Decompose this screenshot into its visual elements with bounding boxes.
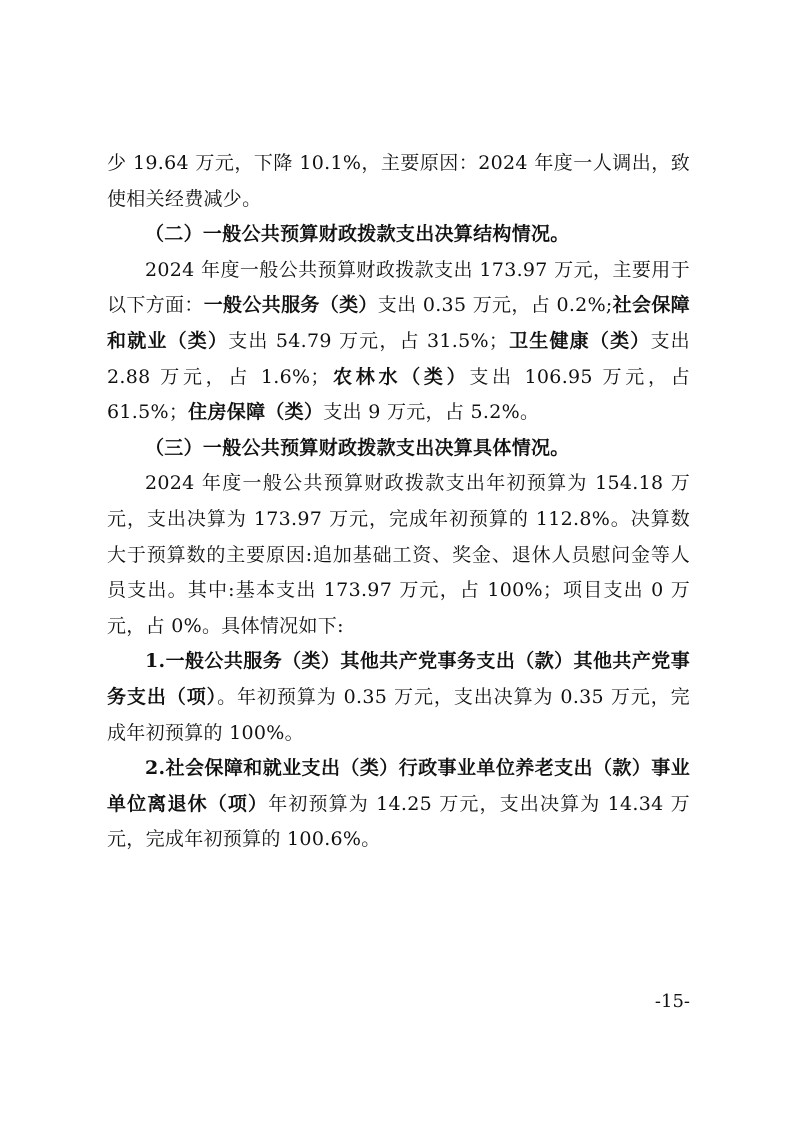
page-number: -15- [654, 991, 690, 1012]
category-social-security: 社会保障和就业（类） [107, 294, 690, 352]
category-housing-value: 支出 9 万元，占 5.2%。 [323, 401, 540, 424]
category-housing: 住房保障（类） [188, 401, 324, 424]
category-general-public-services: 一般公共服务（类） [203, 294, 378, 317]
category-agriculture-value: 支出 106.95 万元，占 61.5%； [107, 365, 690, 424]
section-heading-3 [107, 431, 690, 467]
section-heading-3-text: （三）一般公共预算财政拨款支出决算具体情况。 [145, 436, 570, 459]
body-text [107, 146, 690, 858]
paragraph-structure [107, 253, 690, 431]
category-social-security-value: 支出 54.79 万元，占 31.5%； [228, 329, 509, 352]
item-1-title: 1.一般公共服务（类）其他共产党事务支出（款）其他共产党事务支出（项） [107, 650, 690, 708]
item-2-text: 年初预算为 14.25 万元，支出决算为 14.34 万元，完成年初预算的 100.6%。 [107, 792, 690, 851]
section-heading-2-text: （二）一般公共预算财政拨款支出决算结构情况。 [145, 223, 570, 246]
category-agriculture: 农林水（类） [329, 365, 470, 388]
paragraph-continuation: 少 19.64 万元，下降 10.1%，主要原因：2024 年度一人调出，致使相关经费减少。 [107, 152, 690, 210]
category-health-value: 支出 2.88 万元，占 1.6%； [107, 329, 690, 388]
item-2 [107, 751, 690, 858]
item-1-text: 。年初预算为 0.35 万元，支出决算为 0.35 万元，完成年初预算的 100%。 [107, 685, 690, 744]
category-general-public-services-value: 支出 0.35 万元，占 0.2%; [377, 294, 613, 317]
paragraph-details: 2024 年度一般公共预算财政拨款支出年初预算为 154.18 万元，支出决算为 173.97 万元，完成年初预算的 112.8%。决算数大于预算数的主要原因:追加基础工资、奖金、退休人员慰问金等人员支出。其中:基本支出 173.97 万元，占 100%；项目支出 0 万元，占 0%。具体情况如下: [107, 472, 690, 637]
section-heading-2 [107, 217, 690, 253]
structure-intro: 2024 年度一般公共预算财政拨款支出 173.97 万元，主要用于以下方面： [107, 258, 690, 317]
category-health: 卫生健康（类） [508, 329, 651, 352]
item-1 [107, 644, 690, 751]
item-2-title: 2.社会保障和就业支出（类）行政事业单位养老支出（款）事业单位离退休（项） [107, 757, 690, 815]
